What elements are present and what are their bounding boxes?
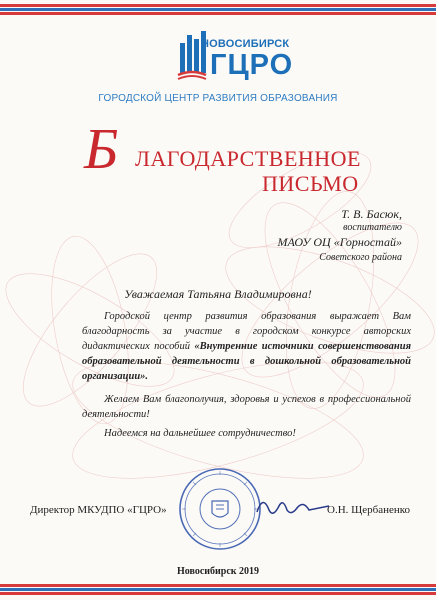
body-paragraph-1: [82, 309, 411, 384]
body-paragraph-2: Желаем Вам благополучия, здоровья и успехов в профессиональной деятельности!: [82, 394, 411, 420]
title-initial: Б: [84, 116, 119, 181]
logo-city: НОВОСИБИРСК: [201, 38, 290, 50]
logo-org-short: ГЦРО: [210, 49, 294, 81]
title-line2: ПИСЬМО: [262, 171, 359, 196]
title-line1: ЛАГОДАРСТВЕННОЕ: [135, 146, 361, 171]
greeting: Уважаемая Татьяна Владимировна!: [124, 287, 312, 301]
contest-title: «Внутренние источники совершенствования образовательной деятельности в дошкольной образовательной организации».: [82, 341, 411, 382]
body-paragraph-1-text: Городской центр развития образования выражает Вам благодарность за участие в городском конкурсе авторских дидактических пособий: [82, 311, 411, 352]
addressee-district: Советского района: [319, 252, 402, 263]
signatory-title: Директор МКУДПО «ГЦРО»: [30, 504, 167, 516]
footer-city-year: Новосибирск 2019: [176, 566, 260, 577]
logo-org-full: ГОРОДСКОЙ ЦЕНТР РАЗВИТИЯ ОБРАЗОВАНИЯ: [98, 93, 338, 104]
signatory-name: О.Н. Щербаненко: [327, 504, 411, 516]
handwritten-signature-icon: [253, 488, 333, 524]
body-paragraph-3: Надеемся на дальнейшее сотрудничество!: [104, 428, 296, 439]
addressee-name: Т. В. Басюк,: [341, 207, 402, 221]
addressee-organization: МАОУ ОЦ «Горностай»: [277, 235, 402, 249]
official-seal-icon: [178, 467, 262, 551]
addressee-position: воспитателю: [343, 222, 402, 233]
